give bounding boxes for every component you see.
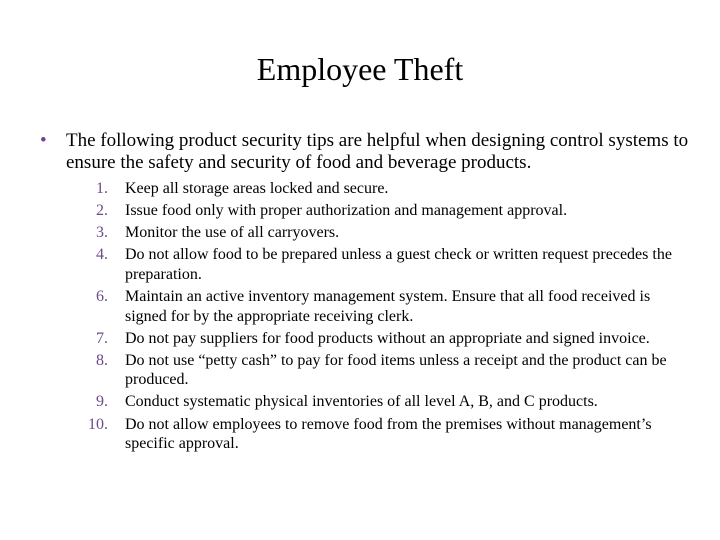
- item-text: Do not use “petty cash” to pay for food items unless a receipt and the product can be produced.: [125, 351, 667, 389]
- item-number: 9.: [96, 393, 108, 411]
- list-item: [78, 329, 678, 349]
- item-number: 2.: [96, 202, 108, 220]
- item-number: 8.: [96, 351, 108, 369]
- bullet-icon: •: [40, 130, 47, 151]
- list-item: [78, 392, 678, 412]
- list-item: [78, 245, 678, 284]
- list-item: [78, 415, 678, 454]
- item-number: 7.: [96, 329, 108, 347]
- item-text: Do not allow food to be prepared unless a guest check or written request precedes the preparation.: [125, 246, 672, 283]
- item-number: 3.: [96, 224, 108, 242]
- list-item: [78, 223, 678, 243]
- lead-bullet-paragraph: [40, 130, 690, 174]
- lead-text: The following product security tips are helpful when designing control systems to ensure the safety and security of food and beverage products.: [66, 130, 689, 173]
- item-text: Monitor the use of all carryovers.: [125, 224, 340, 242]
- list-item: [78, 287, 678, 326]
- item-text: Issue food only with proper authorization and management approval.: [125, 202, 568, 220]
- list-item: [78, 351, 678, 390]
- list-item: [78, 201, 678, 221]
- list-item: [78, 179, 678, 199]
- item-number: 1.: [96, 180, 108, 197]
- slide-title: Employee Theft: [256, 51, 464, 87]
- item-number: 4.: [96, 246, 108, 264]
- item-text: Do not allow employees to remove food from the premises without management’s specific approval.: [125, 415, 652, 453]
- item-number: 6.: [96, 287, 108, 305]
- item-text: Keep all storage areas locked and secure.: [125, 180, 389, 197]
- tips-list: [78, 179, 678, 456]
- item-number: 10.: [88, 415, 108, 433]
- item-text: Do not pay suppliers for food products without an appropriate and signed invoice.: [125, 329, 650, 347]
- item-text: Conduct systematic physical inventories of all level A, B, and C products.: [125, 393, 598, 411]
- item-text: Maintain an active inventory management system. Ensure that all food received is signed for by the appropriate receiving clerk.: [125, 287, 651, 325]
